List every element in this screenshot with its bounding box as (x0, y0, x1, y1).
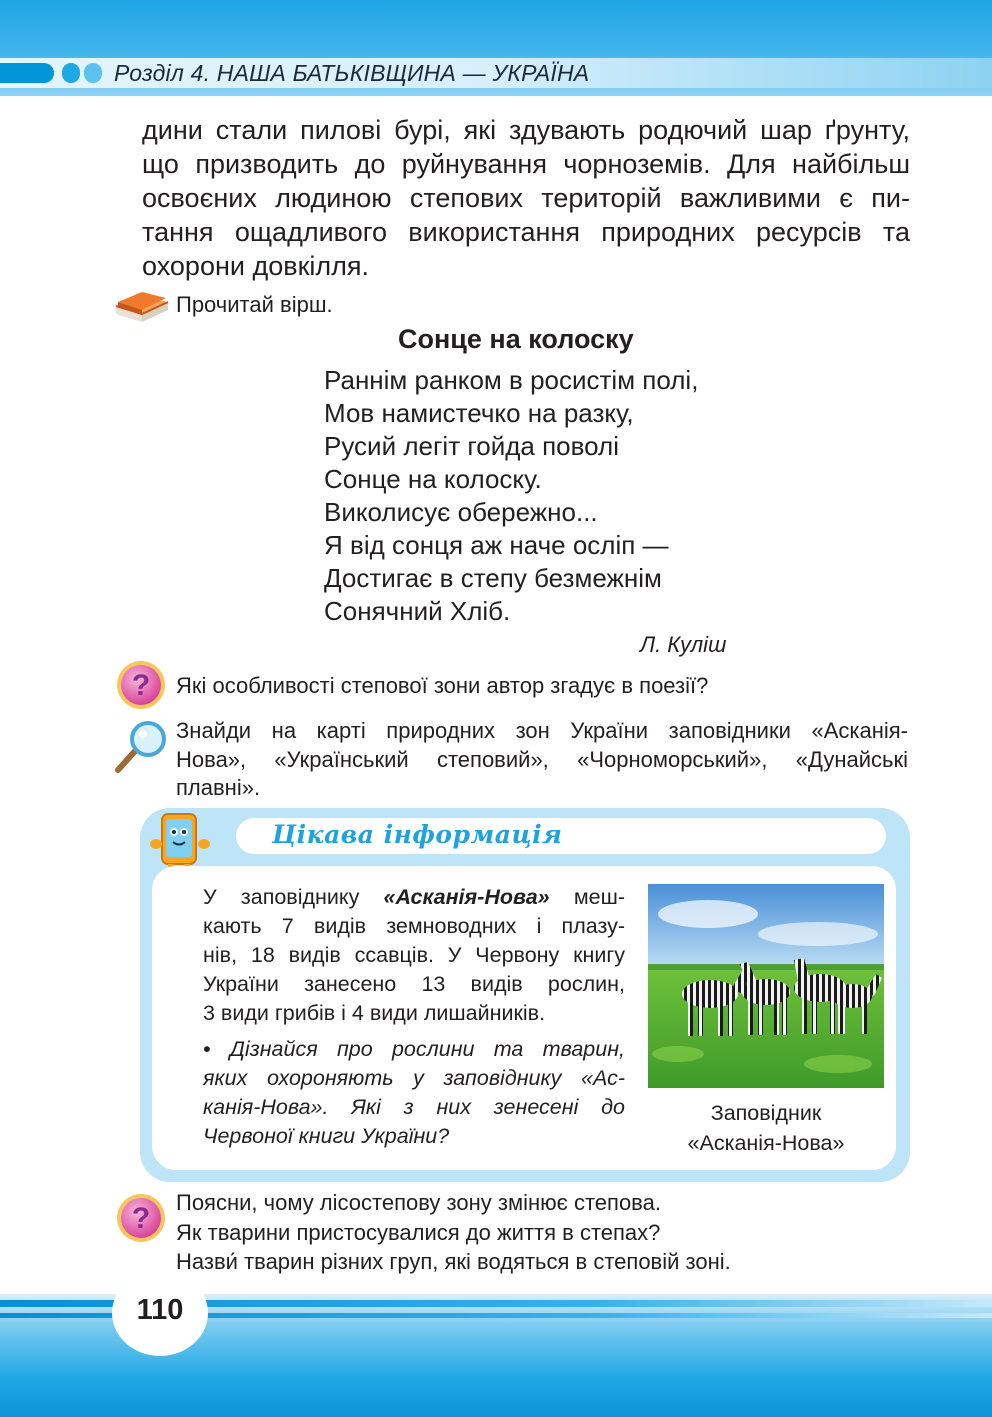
question2-line: Як тварини пристосувалися до життя в степах? (176, 1219, 661, 1245)
poem-line: Русий легіт гойда поволі (324, 431, 619, 461)
chapter-title: Розділ 4. НАША БАТЬКІВЩИНА — УКРАЇНА (114, 60, 590, 86)
header-accent-bar (0, 63, 54, 83)
header-dot (62, 63, 80, 83)
header-dot (84, 63, 102, 83)
paragraph-line: тання ощадливого використання природних ресурсів та (142, 217, 910, 247)
info-task-line: яких охороняють у заповіднику «Ас- (203, 1066, 625, 1090)
photo-caption (648, 1098, 884, 1158)
info-text-fragment: меш- (549, 885, 626, 909)
find-task-text (176, 717, 908, 803)
find-task-line: Нова», «Український степовий», «Чорноморський», «Дунайські (176, 746, 908, 772)
question2-line: Назви́ тварин різних груп, які водяться в степовій зоні. (176, 1249, 731, 1274)
read-task-text: Прочитай вірш. (176, 292, 333, 317)
info-task (203, 1035, 625, 1151)
info-task-line: Червоної книги України? (203, 1124, 450, 1148)
paragraph-line: дини стали пилові бурі, які здувають родючий шар ґрунту, (142, 115, 910, 145)
caption-line: «Асканія-Нова» (687, 1131, 845, 1155)
paragraph-line: освоєних людиною степових територій важливими є пи- (142, 183, 910, 213)
find-task-line: Знайди на карті природних зон України заповідники «Асканія- (176, 718, 908, 743)
svg-text:?: ? (131, 669, 151, 702)
zebras-photo (648, 884, 884, 1088)
info-text-line (203, 883, 625, 912)
reserve-name: «Асканія-Нова» (383, 885, 550, 909)
book-icon (112, 284, 170, 329)
poem-line: Раннім ранком в росистім полі, (324, 365, 699, 395)
question2-text (176, 1188, 731, 1277)
info-task-line: канія-Нова». Які з них зенесені до (203, 1095, 625, 1119)
question-icon (115, 659, 167, 716)
question2-line: Поясни, чому лісостепову зону змінює степова. (176, 1190, 661, 1215)
poem-title: Сонце на колоску (398, 324, 634, 354)
magnifier-icon (112, 718, 170, 781)
intro-paragraph (142, 113, 910, 283)
info-task-line: • Дізнайся про рослини та тварин, (203, 1037, 625, 1061)
info-box-title: Цікава інформація (272, 820, 563, 849)
question-icon (115, 1192, 167, 1249)
info-text (203, 883, 625, 1028)
poem-author: Л. Куліш (640, 632, 727, 657)
poem-line: Виколисує обережно... (324, 497, 598, 527)
poem-line: Сонячний Хліб. (324, 596, 511, 626)
caption-line: Заповідник (710, 1101, 822, 1125)
poem-line: Я від сонця аж наче осліп — (324, 530, 669, 560)
info-text-fragment: У заповіднику (203, 885, 384, 909)
poem-line: Достигає в степу безмежнім (324, 563, 662, 593)
svg-text:?: ? (131, 1202, 151, 1235)
find-task-line: плавні». (176, 775, 261, 800)
question1-text: Які особливості степової зони автор згадує в поезії? (176, 673, 709, 698)
info-text-line: нів, 18 видів ссавців. У Червону книгу (203, 943, 625, 967)
info-text-line: 3 види грибів і 4 види лишайників. (203, 1001, 546, 1025)
info-text-line: кають 7 видів земноводних і плазу- (203, 914, 625, 938)
poem-line: Мов намистечко на разку, (324, 398, 634, 428)
poem-body (324, 364, 698, 628)
poem-line: Сонце на колоску. (324, 464, 542, 494)
info-text-line: України занесено 13 видів рослин, (203, 972, 625, 996)
paragraph-line: що призводить до руйнування чорноземів. Для найбільш (142, 149, 910, 179)
paragraph-line: охорони довкілля. (142, 251, 370, 281)
page-number: 110 (136, 1294, 184, 1326)
